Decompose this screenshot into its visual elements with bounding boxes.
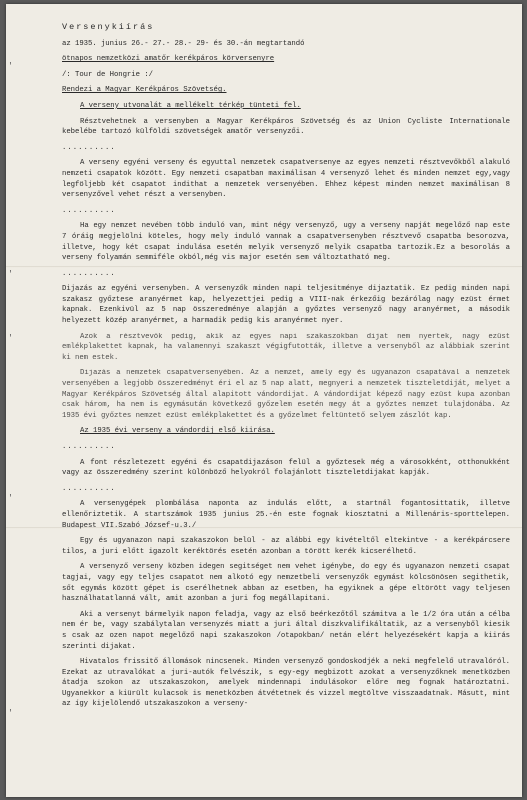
route-line: A verseny utvonalát a mellékelt térkép tünteti fel. <box>80 101 301 110</box>
event-name: ötnapos nemzetközi amatőr kerékpáros körversenyre <box>62 55 275 64</box>
paragraph-sealing: A versenygépek plombálása naponta az indulás előtt, a startnál fogantosittatik, illetve ellenőriztetik. A startszámok 1935 junius 25.-én este fognak kiosztatni a Millenáris-sporttelepen. Budapest VII.Szabó József-u.3./ <box>62 500 510 530</box>
document-title: Versenykiírás <box>62 22 155 32</box>
margin-mark: ' <box>8 62 13 71</box>
paragraph-team-prizes: Dijazás a nemzetek csapatversenyében. Az a nemzet, amely egy és ugyanazon csapatával a nemzetek versenyében a legjobb összeredményt éri el az 5 nap alatt, megnyeri a nemzetek tiszteletdiját, melyet a Magyar Kerékpáros Szövetség által alapitott vándordijat. A vándordijat képező nagy ezüst kupa azonban csak három, ha nem is egymásután következő győzelem esetén megy át a győztes nemzet tulajdonába. Az 1935 évi győztes nemzet ezüst emlékplakettet és a győzelmet feltüntető selyem zászlót kap. <box>62 369 510 420</box>
separator: .......... <box>62 143 116 152</box>
document-body <box>62 22 510 715</box>
paragraph-refreshments: Hivatalos frissitő állomások nincsenek. Minden versenyző gondoskodjék a neki megfelelő utravalóról. Ezekat az utravalókat a juri-autók felvészik, s egy-egy megbizott azokat a versenyzőknek menetközben átadja szokon az utszakaszokon, amelyek mindennapi indulásokor előre meg fognak határoztatni. Ugyanekkor a kiürült kulacsok is menetközben átvétetnek és vizzel megtöltve visszaadatnak. Másutt, mint az így kijelölendő utszakaszokon a verseny- <box>62 658 510 709</box>
margin-mark: ' <box>8 334 13 343</box>
separator: .......... <box>62 484 116 493</box>
tour-name: /: Tour de Hongrie :/ <box>62 70 153 79</box>
separator: .......... <box>62 443 116 451</box>
paragraph-team-race: A verseny egyéni verseny és egyuttal nemzetek csapatversenye az egyes nemzeti résztvevőkből alakuló nemzeti csapatok között. Egy nemzeti csapatban maximálisan 4 versenyző lehet és minden nemzet egy,vagy legföljebb két csapatot indithat a nemzetek versenyében. Ehhez képest minden nemzet maximálisan 8 versenyzővel vehet részt a versenyben. <box>62 159 510 200</box>
margin-mark: ' <box>8 494 13 503</box>
paragraph-extra-prizes: A font részletezett egyéni és csapatdijazáson felül a győztesek még a városokként, otthonukként vagy az összeredmény szerint különböző helyokról folajánlott tiszteletdijakat kapják. <box>62 458 510 478</box>
paragraph-team-entry: Ha egy nemzet nevében több induló van, mint négy versenyző, ugy a verseny napját megelőző nap este 7 óráig megjelölni köteles, hogy mely induló vannak a csapatversenyben résztvevő csapatba besorozva, illetve, hogy két csapat indulása esetén melyik versenyző melyik csapatba tartozik.Ez a besorolás a verseny folyamán semmiféle okból,még vis major esetén sem változtatható meg. <box>62 222 510 263</box>
document-page <box>6 4 522 797</box>
separator: .......... <box>62 269 116 278</box>
separator: .......... <box>62 206 116 215</box>
paragraph-participants: Résztvehetnek a versenyben a Magyar Kerékpáros Szövetség és az Union Cycliste Internationale kebelébe tartozó külföldi szövetségek amatőr versenyzői. <box>62 117 510 137</box>
event-intro: az 1935. junius 26.- 27.- 28.- 29- és 30.-án megtartandó <box>62 39 305 48</box>
margin-mark: ' <box>8 709 13 718</box>
organizer-line: Rendezi a Magyar Kerékpáros Szövetség. <box>62 86 227 95</box>
paragraph-first-edition: Az 1935 évi verseny a vándordij első kiirása. <box>80 427 275 436</box>
paragraph-assistance: A versenyző verseny közben idegen segitséget nem vehet igénybe, do egy és ugyanazon nemzeti csapat tagjai, vagy egy teljes csapatot nem alkotó egy nemzetbeli versenyzők egymást kölcsönösen segithetik, sőt egymás között gépet is cserélhetnek abban az esetben, ha egyiknek a gépe eltörött vagy teljesen használhatatlanná vált, amit azonban a juri fog megállapitani. <box>62 563 510 604</box>
paragraph-plaquettes: Azok a résztvevők pedig, akik az egyes napi szakaszokban dijat nem nyertek, nagy ezüst emlékplakettet kapnak, ha valamennyi szakaszt végigfutották, illetve a versenyből az alábbiak szerint ki nem estek. <box>62 332 510 362</box>
paragraph-withdrawal: Aki a versenyt bármelyik napon feladja, vagy az első beérkezőtől számitva a le 1/2 óra után a célba nem ér be, vagy szabálytalan versenyzés miatt a juri által diszkvalifikáltatik, az a versenyből kiesik s csak az ozen napot megelőző napi szakaszokon /otapokban/ netán elért helyezésekért kapja a kiirás szerinti dijakat. <box>62 610 510 651</box>
paragraph-bike-change: Egy és ugyanazon napi szakaszokon belül - az alábbi egy kivételtől eltekintve - a kerékpárcsere tilos, a juri előtt igazolt keréktörés esetén azonban a törött kerék kicserélhető. <box>62 537 510 556</box>
paragraph-individual-prizes: Dijazás az egyéni versenyben. A versenyzők minden napi teljesitménye dijaztatik. Ez pedig minden napi szakasz győztese aranyérmet kap, helyezettjei pedig a VIII-nak érkezőig bezárólag nagy ezüst érmet kapnak. Ezenkivül az 5 nap összeredménye alapján a győztes versenyző nagy aranyérmet, a második helyezett közép aranyérmet, a harmadik pedig kis aranyérmet nyer. <box>62 285 510 326</box>
margin-mark: ' <box>8 270 13 279</box>
